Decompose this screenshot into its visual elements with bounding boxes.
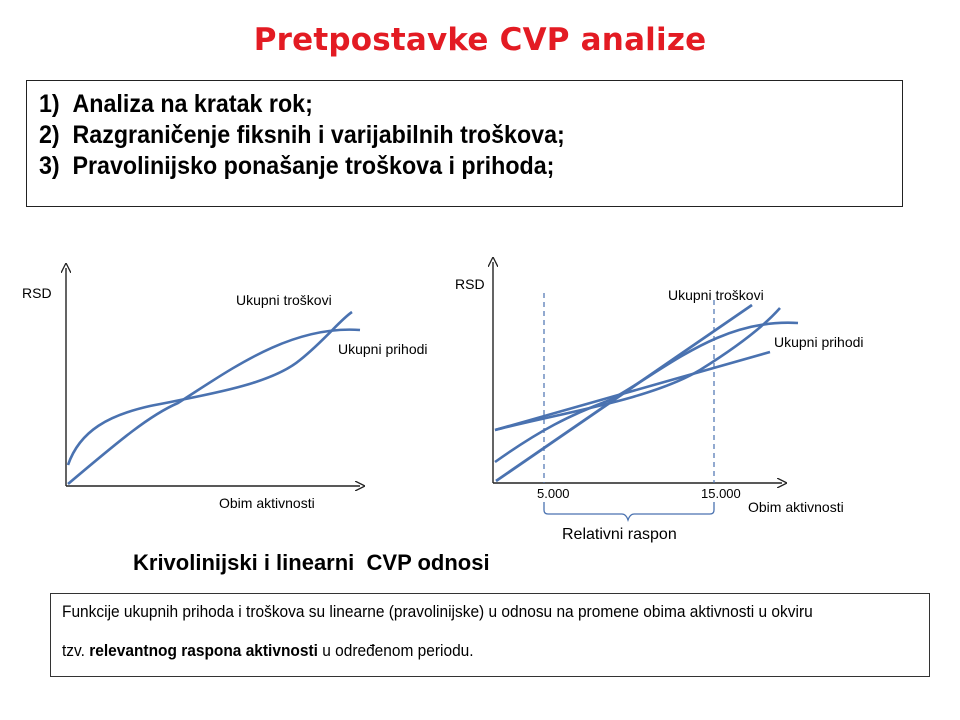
assumption-text: Pravolinijsko ponašanje troškova i prihoda; <box>72 152 555 180</box>
right-cost-label: Ukupni troškovi <box>668 287 764 303</box>
note-suffix: u određenom periodu. <box>317 641 474 660</box>
assumption-number: 2) <box>39 121 60 149</box>
left-cost-label: Ukupni troškovi <box>236 292 332 308</box>
curvilinear-chart <box>22 268 428 511</box>
relative-range-label: Relativni raspon <box>562 526 677 543</box>
right-x-axis-label: Obim aktivnosti <box>748 499 844 515</box>
right-y-axis-label: RSD <box>455 276 485 292</box>
slide-title: Pretpostavke CVP analize <box>253 22 707 58</box>
left-revenue-label: Ukupni prihodi <box>338 341 428 357</box>
left-y-axis-label: RSD <box>22 285 52 301</box>
note-line-1: Funkcije ukupnih prihoda i troškova su linearne (pravolinijske) u odnosu na promene obima aktivnosti u okviru <box>62 602 813 621</box>
right-revenue-label: Ukupni prihodi <box>774 334 864 350</box>
assumption-number: 3) <box>39 152 60 180</box>
left-total-revenue-curve <box>68 330 360 484</box>
linear-chart <box>455 262 864 543</box>
left-x-axis-label: Obim aktivnosti <box>219 495 315 511</box>
note-prefix: tzv. <box>62 641 90 660</box>
note-box <box>50 593 930 677</box>
diagram-caption: Krivolinijski i linearni CVP odnosi <box>133 550 490 575</box>
tick-label-high: 15.000 <box>701 486 741 501</box>
right-cost-curve <box>495 308 780 430</box>
relevant-range-brace <box>544 502 714 520</box>
note-emphasis: relevantnog raspona aktivnosti <box>89 641 318 660</box>
assumption-text: Razgraničenje fiksnih i varijabilnih troškova; <box>72 121 565 149</box>
assumption-text: Analiza na kratak rok; <box>72 90 313 118</box>
linear-revenue-line <box>495 352 770 430</box>
tick-label-low: 5.000 <box>537 486 570 501</box>
note-line-2 <box>62 639 851 663</box>
assumption-number: 1) <box>39 90 60 118</box>
